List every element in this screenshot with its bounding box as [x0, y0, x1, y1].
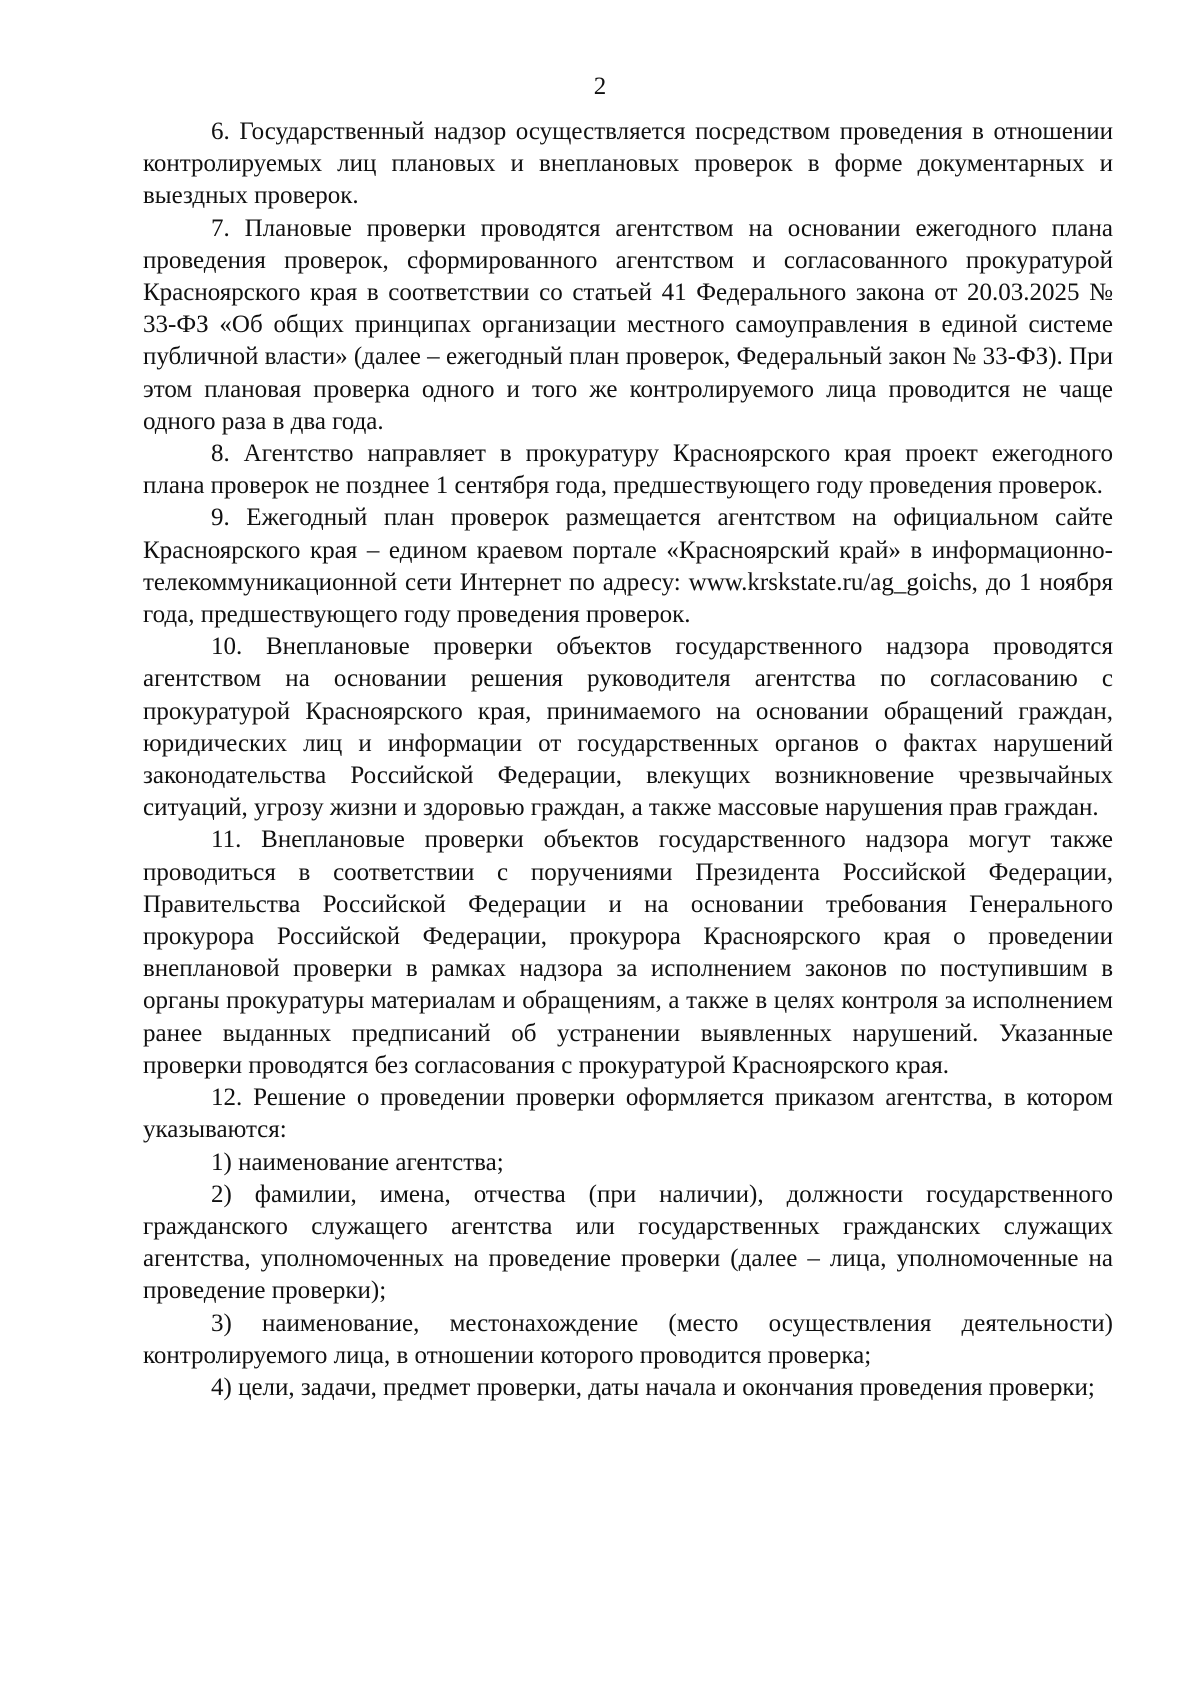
paragraph-10: 10. Внеплановые проверки объектов государственного надзора проводятся агентством на основании решения руководителя агентства по согласованию с прокуратурой Красноярского края, принимаемого на основании обращений граждан, юридических лиц и информации от государственных органов о фактах нарушений законодательства Российской Федерации, влекущих возникновение чрезвычайных ситуаций, угрозу жизни и здоровью граждан, а также массовые нарушения прав граждан.: [143, 633, 1113, 822]
paragraph-11: 11. Внеплановые проверки объектов государственного надзора могут также проводиться в соответствии с поручениями Президента Российской Федерации, Правительства Российской Федерации и на основании требования Генерального прокурора Российской Федерации, прокурора Красноярского края о проведении внеплановой проверки в рамках надзора за исполнением законов по поступившим в органы прокуратуры материалам и обращениям, а также в целях контроля за исполнением ранее выданных предписаний об устранении выявленных нарушений. Указанные проверки проводятся без согласования с прокуратурой Красноярского края.: [143, 826, 1113, 1079]
paragraph-8: 8. Агентство направляет в прокуратуру Красноярского края проект ежегодного плана проверок не позднее 1 сентября года, предшествующего году проведения проверок.: [143, 440, 1113, 500]
paragraph-6: 6. Государственный надзор осуществляется посредством проведения в отношении контролируемых лиц плановых и внеплановых проверок в форме документарных и выездных проверок.: [143, 118, 1113, 210]
page-number: 2: [593, 73, 607, 100]
list-item-1: 1) наименование агентства;: [211, 1148, 504, 1176]
paragraph-7: 7. Плановые проверки проводятся агентством на основании ежегодного плана проведения проверок, сформированного агентством и согласованного прокуратурой Красноярского края в соответствии со статьей 41 Федерального закона от 20.03.2025 № 33-ФЗ «Об общих принципах организации местного самоуправления в единой системе публичной власти» (далее – ежегодный план проверок, Федеральный закон № 33-ФЗ). При этом плановая проверка одного и того же контролируемого лица проводится не чаще одного раза в два года.: [143, 214, 1113, 435]
list-item-2: 2) фамилии, имена, отчества (при наличии), должности государственного гражданского служащего агентства или государственных гражданских служащих агентства, уполномоченных на проведение проверки (далее – лица, уполномоченные на проведение проверки);: [143, 1180, 1113, 1305]
list-item-4: 4) цели, задачи, предмет проверки, даты начала и окончания проведения проверки;: [211, 1373, 1095, 1401]
paragraph-12: 12. Решение о проведении проверки оформляется приказом агентства, в котором указываются:: [143, 1084, 1113, 1144]
list-item-3: 3) наименование, местонахождение (место осуществления деятельности) контролируемого лица, в отношении которого проводится проверка;: [143, 1309, 1113, 1369]
paragraph-9: 9. Ежегодный план проверок размещается агентством на официальном сайте Красноярского края – едином краевом портале «Красноярский край» в информационно-телекоммуникационной сети Интернет по адресу: www.krskstate.ru/ag_goichs, до 1 ноября года, предшествующего году проведения проверок.: [143, 504, 1113, 629]
document-body: [143, 116, 1113, 1404]
